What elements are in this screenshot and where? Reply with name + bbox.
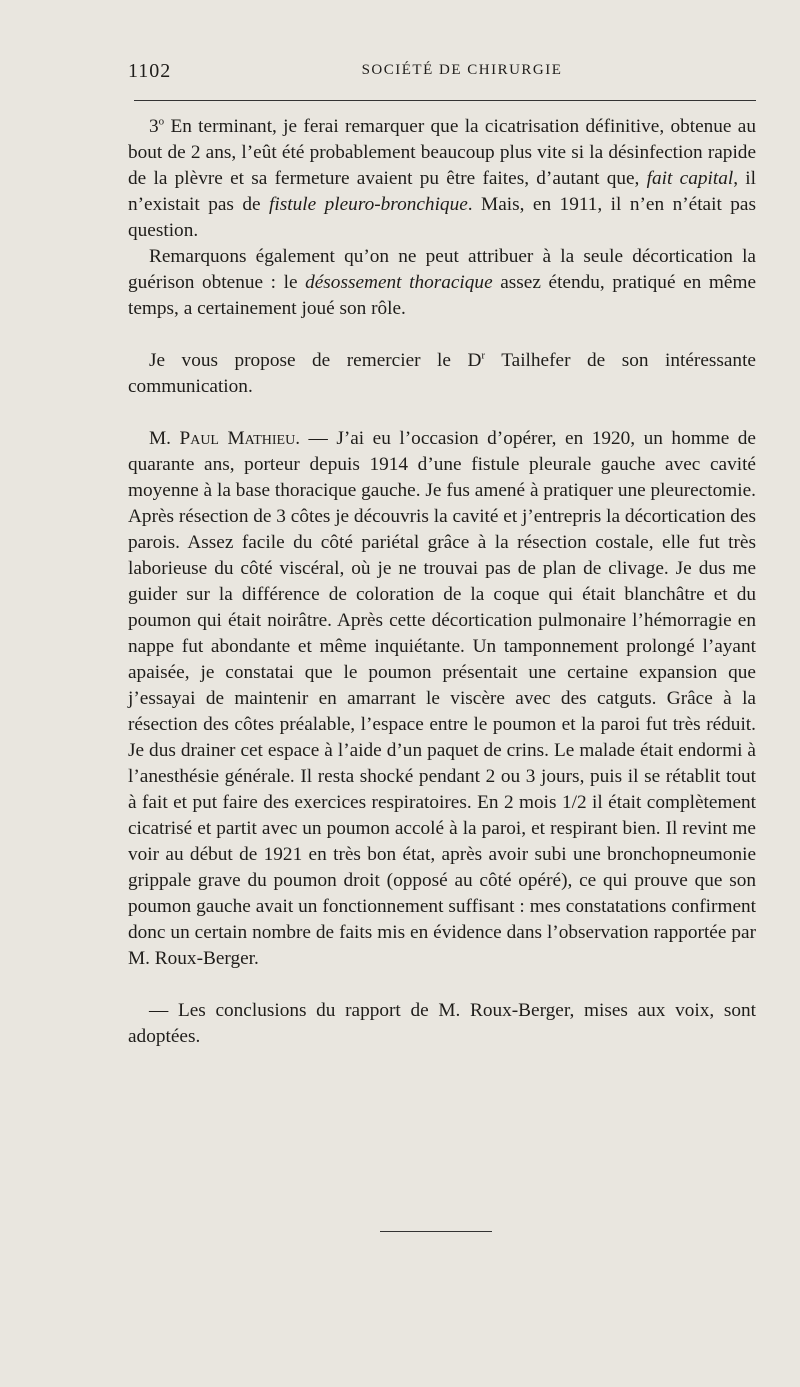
superscript: r	[481, 349, 486, 362]
paragraph-paul-mathieu	[128, 426, 756, 972]
text-run: Tailhefer de son intéressante communication.	[128, 350, 756, 397]
body-text	[128, 114, 756, 1050]
superscript: o	[158, 115, 165, 128]
text-run: M.	[149, 428, 180, 449]
text-run: Remarquons également qu’on ne peut attribuer à la seule décortication la guérison obtenue : le	[128, 246, 756, 293]
text-run: 3	[149, 116, 159, 137]
paragraph-conclusion-point-3	[128, 114, 756, 244]
text-run: . Mais, en 1911, il n’en n’était pas question.	[128, 194, 756, 241]
italic-run: fait capital	[646, 168, 734, 189]
end-rule	[380, 1231, 492, 1232]
page-number: 1102	[128, 60, 172, 82]
speaker-name: Paul Mathieu	[179, 428, 296, 449]
page-header	[128, 60, 756, 86]
text-run: , il n’existait pas de	[128, 168, 756, 215]
italic-run: désossement thoracique	[305, 272, 493, 293]
text-run: Je vous propose de remercier le D	[149, 350, 482, 371]
text-run: — Les conclusions du rapport de M. Roux-Berger, mises aux voix, sont adoptées.	[128, 1000, 756, 1047]
header-rule	[134, 100, 756, 101]
text-run: . — J’ai eu l’occasion d’opérer, en 1920, un homme de quarante ans, porteur depuis 1914 d’une fistule pleurale gauche avec cavité moyenne à la base thoracique gauche. Je fus amené à pratiquer une pleurectomie. Après résection de 3 côtes je découvris la cavité et j’entrepris la décortication des parois. Assez facile du côté pariétal grâce à la résection costale, elle fut très laborieuse du côté viscéral, où je ne trouvai pas de plan de clivage. Je dus me guider sur la différence de coloration de la coque qui était blanchâtre et du poumon qui était noirâtre. Après cette décortication pulmonaire l’hémorragie en nappe fut abondante et même inquiétante. Un tamponnement prolongé l’ayant apaisée, je constatai que le poumon présentait une certaine expansion que j’essayai de maintenir en amarrant le viscère avec des catguts. Grâce à la résection des côtes préalable, l’espace entre le poumon et la paroi fut très réduit. Je dus drainer cet espace à l’aide d’un paquet de crins. Le malade était endormi à l’anesthésie générale. Il resta shocké pendant 2 ou 3 jours, puis il se rétablit tout à fait et put faire des exercices respiratoires. En 2 mois 1/2 il était complètement cicatrisé et partit avec un poumon accolé à la paroi, et respirant bien. Il revint me voir au début de 1921 en très bon état, après avoir subi une bronchopneumonie grippale grave du poumon droit (opposé au côté opéré), ce qui prouve que son poumon gauche avait un fonctionnement suffisant : mes constatations confirment donc un certain nombre de faits mis en évidence dans l’observation rapportée par M. Roux-Berger.	[128, 428, 756, 969]
paragraph-remarquons	[128, 244, 756, 322]
running-title: SOCIÉTÉ DE CHIRURGIE	[361, 62, 563, 78]
italic-run: fistule pleuro-bronchique	[269, 194, 468, 215]
text-run: En terminant, je ferai remarquer que la cicatrisation définitive, obtenue au bout de 2 ans, l’eût été probablement beaucoup plus vite si la désinfection rapide de la plèvre et sa fermeture avaient pu être faites, d’autant que,	[128, 116, 756, 189]
paragraph-conclusions	[128, 998, 756, 1050]
text-run: assez étendu, pratiqué en même temps, a certainement joué son rôle.	[128, 272, 757, 319]
paragraph-proposal	[128, 348, 756, 400]
